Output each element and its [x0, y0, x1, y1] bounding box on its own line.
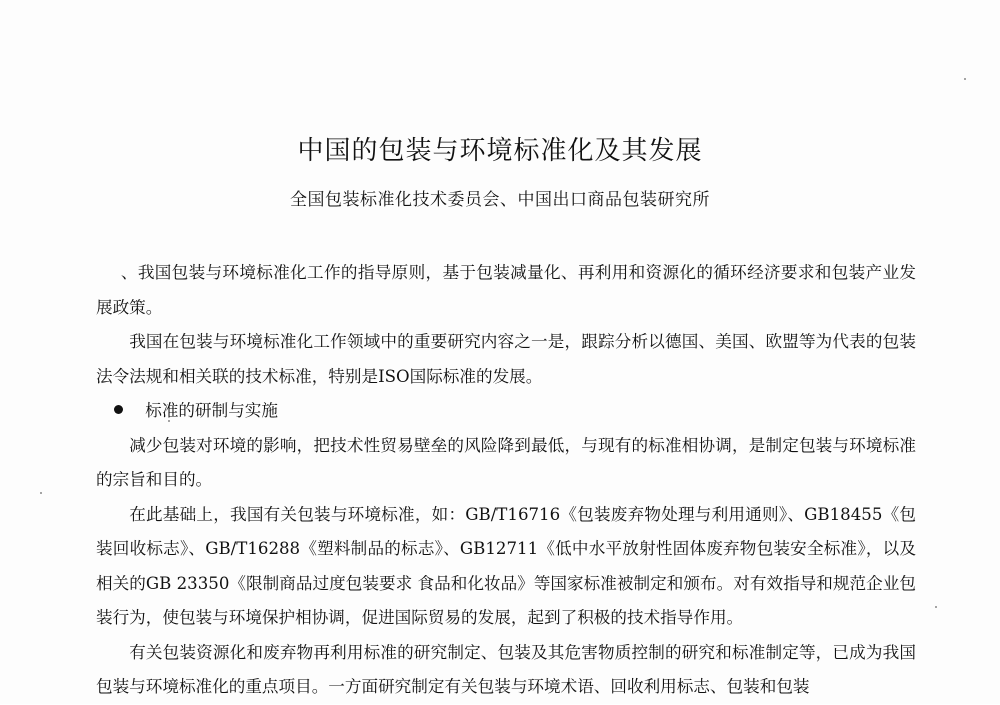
paragraph-guiding-principles: 、我国包装与环境标准化工作的指导原则，基于包装减量化、再利用和资源化的循环经济要求和包装产业发展政策。 [96, 263, 916, 317]
scan-speck [168, 420, 170, 422]
paragraph-key-projects: 有关包装资源化和废弃物再利用标准的研究制定、包装及其危害物质控制的研究和标准制定等，已成为我国包装与环境标准化的重点项目。一方面研究制定有关包装与环境术语、回收利用标志、包装和包装 [96, 642, 916, 696]
scan-speck [40, 492, 42, 494]
paragraph-purpose: 减少包装对环境的影响，把技术性贸易壁垒的风险降到最低，与现有的标准相协调，是制定包装与环境标准的宗旨和目的。 [96, 435, 916, 489]
section-heading-text: 标准的研制与实施 [145, 401, 278, 420]
scan-speck [964, 78, 966, 80]
section-heading-standards [96, 394, 916, 429]
paragraph-national-standards: 在此基础上，我国有关包装与环境标准，如：GB/T16716《包装废弃物处理与利用通则》、GB18455《包装回收标志》、GB/T16288《塑料制品的标志》、GB12711《低中水平放射性固体废弃物包装安全标准》，以及相关的GB 23350《限制商品过度包装要求 食品和化妆品》等国家标准被制定和颁布。对有效指导和规范企业包装行为，使包装与环境保护相协调，促进国际贸易的发展，起到了积极的技术指导作用。 [96, 504, 916, 627]
document-authors: 全国包装标准化技术委员会、中国出口商品包装研究所 [290, 190, 710, 210]
bullet-icon [114, 405, 123, 414]
paragraph-research-content: 我国在包装与环境标准化工作领域中的重要研究内容之一是，跟踪分析以德国、美国、欧盟等为代表的包装法令法规和相关联的技术标准，特别是ISO国际标准的发展。 [96, 332, 916, 386]
scan-speck [935, 606, 937, 608]
document-body [96, 256, 916, 705]
document-title: 中国的包装与环境标准化及其发展 [297, 136, 703, 166]
